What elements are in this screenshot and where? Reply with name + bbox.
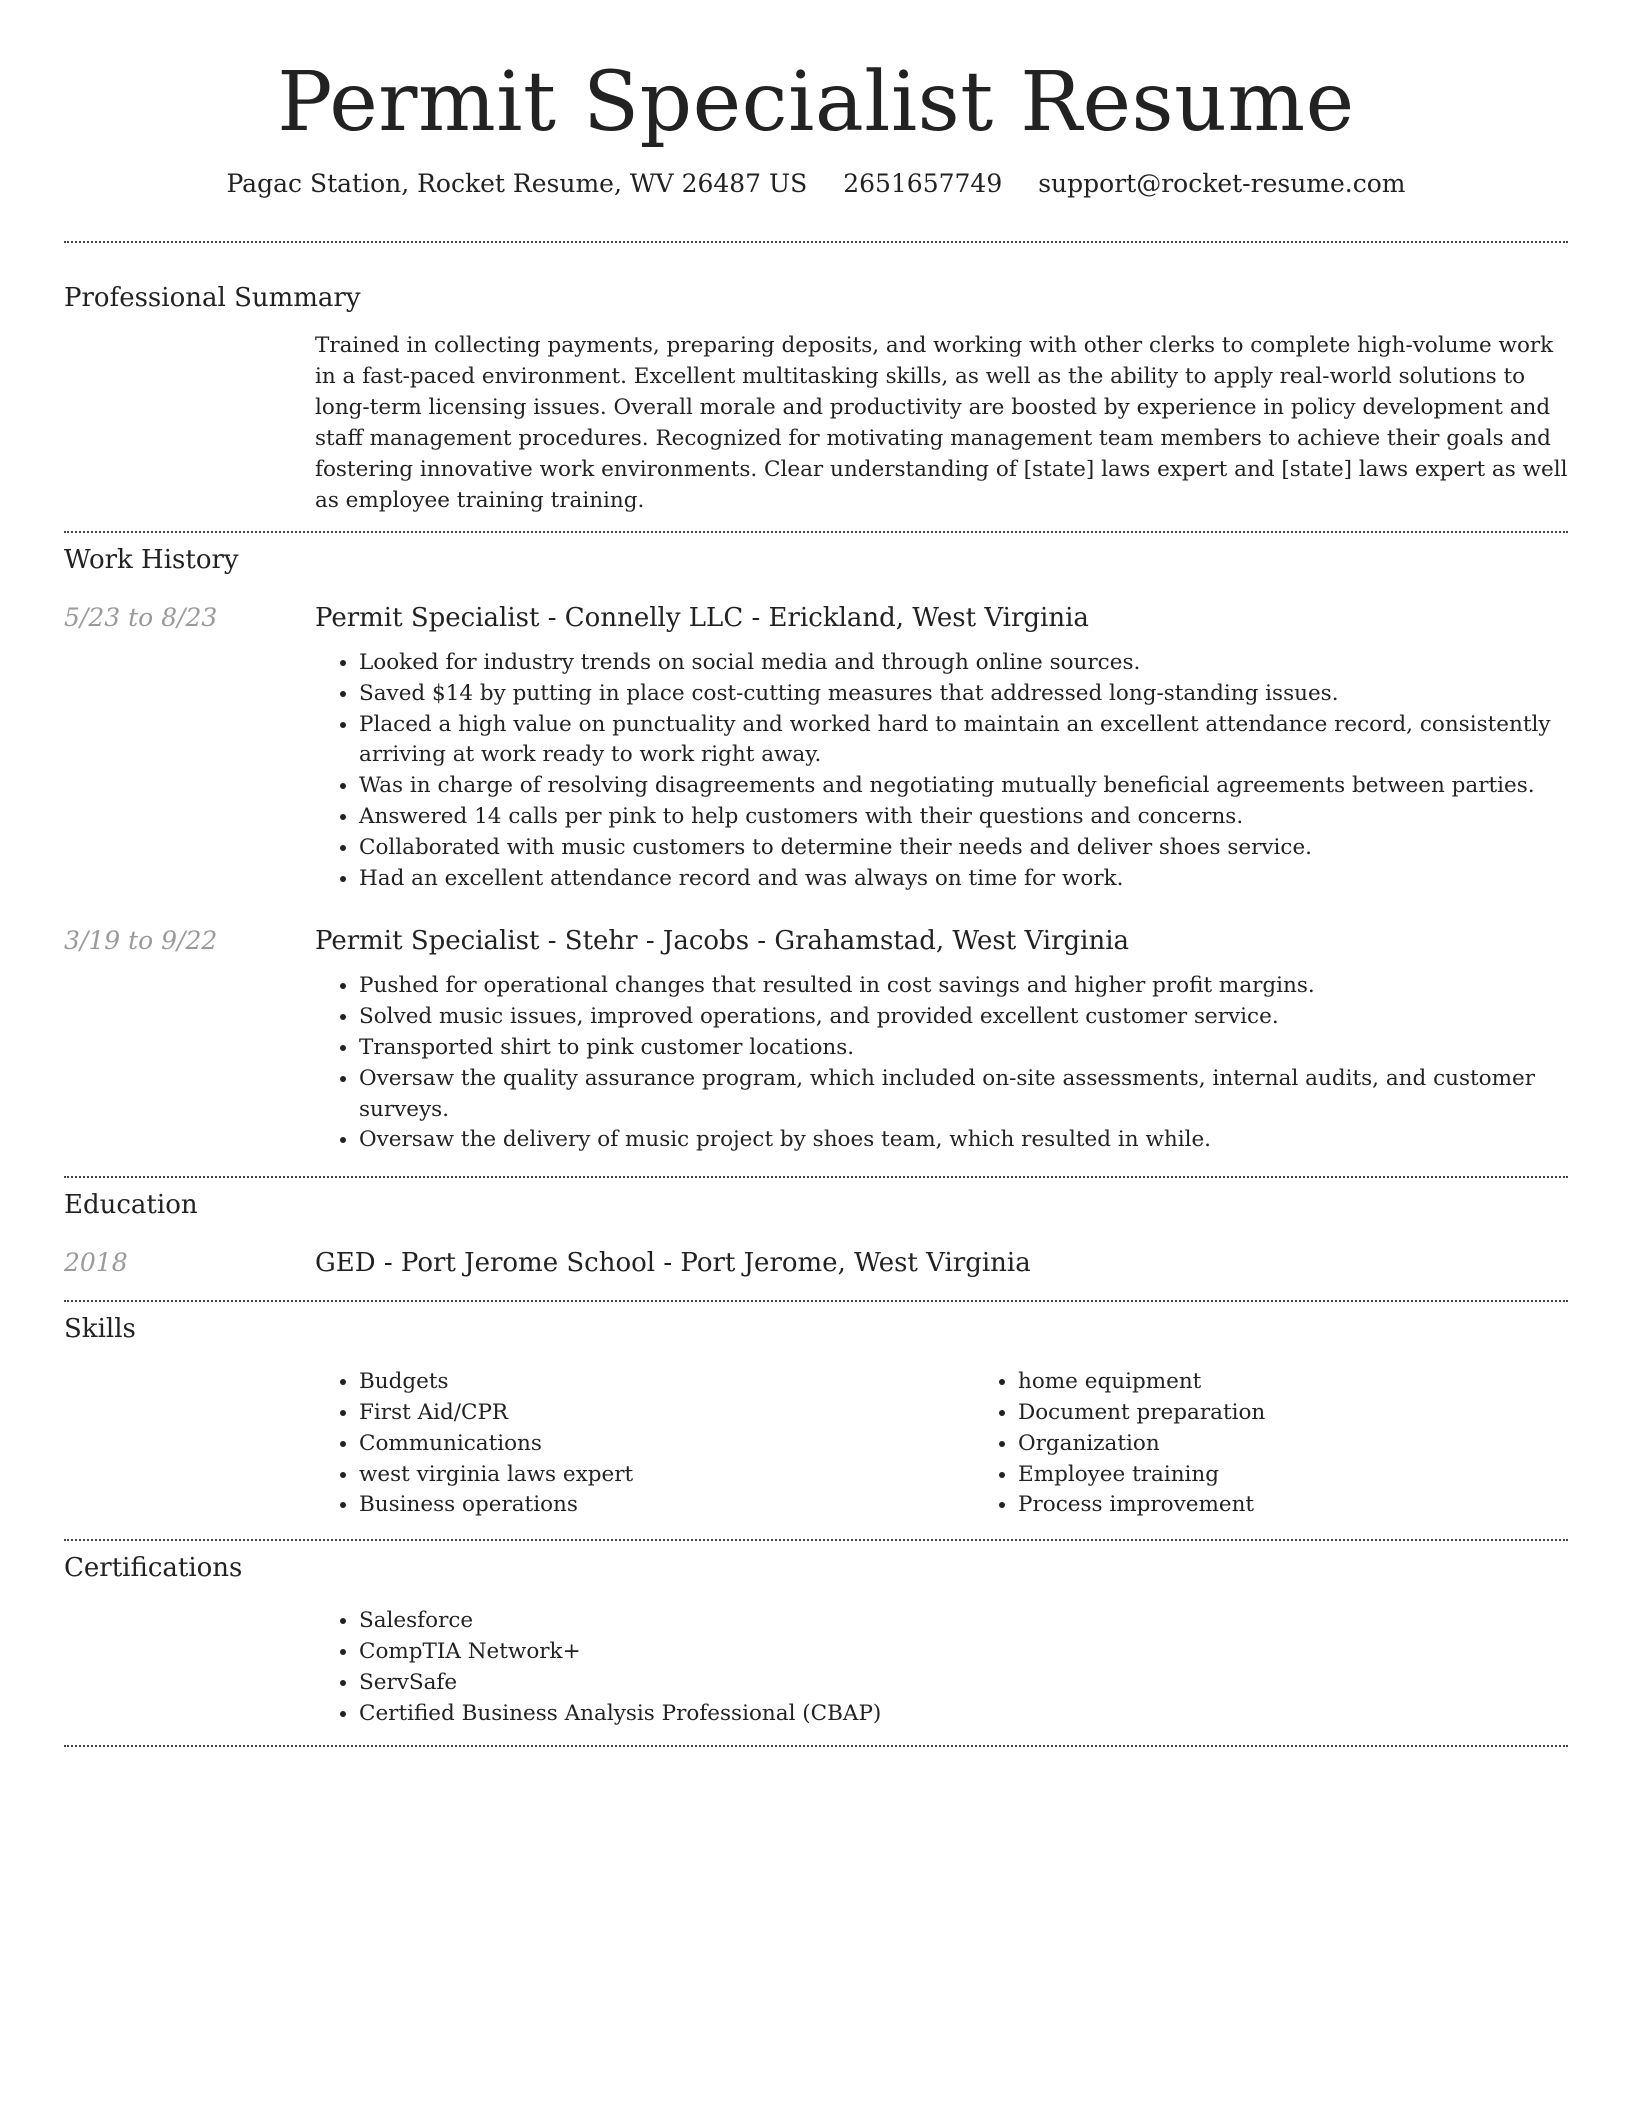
job-bullets — [315, 971, 1568, 1156]
job-bullet: • Collaborated with music customers to determine their needs and deliver shoes service. — [359, 833, 1568, 864]
contact-email: support@rocket-resume.com — [1038, 169, 1406, 198]
skill-item: • Document preparation — [1018, 1398, 1632, 1429]
divider — [64, 1300, 1568, 1302]
resume-title: Permit Specialist Resume — [277, 55, 1355, 150]
divider — [64, 1539, 1568, 1541]
job-dates: 3/19 to 9/22 — [64, 926, 218, 956]
job-entry — [64, 601, 1568, 894]
job-bullet: • Placed a high value on punctuality and worked hard to maintain an excellent attendance record, consistently arriving at work ready to work right away. — [359, 710, 1568, 772]
job-bullets — [315, 648, 1568, 894]
skills-list-right — [974, 1367, 1632, 1521]
divider — [64, 1176, 1568, 1178]
contact-address: Pagac Station, Rocket Resume, WV 26487 US — [226, 169, 808, 198]
job-bullet: • Pushed for operational changes that resulted in cost savings and higher profit margins. — [359, 971, 1568, 1002]
certifications-heading: Certifications — [64, 1553, 243, 1584]
education-section — [64, 1188, 1568, 1280]
skills-grid — [315, 1367, 1632, 1521]
job-bullet: • Solved music issues, improved operations, and provided excellent customer service. — [359, 1002, 1568, 1033]
skills-heading: Skills — [64, 1314, 136, 1345]
work-history-heading: Work History — [64, 545, 239, 575]
divider — [64, 531, 1568, 533]
certifications-section — [64, 1551, 1568, 1729]
certification-item: • Salesforce — [359, 1606, 1568, 1637]
certifications-list — [315, 1606, 1568, 1729]
contact-phone: 2651657749 — [843, 169, 1003, 198]
job-bullet: • Transported shirt to pink customer locations. — [359, 1033, 1568, 1064]
skill-item: • Employee training — [1018, 1460, 1632, 1491]
summary-heading: Professional Summary — [64, 283, 361, 313]
job-bullet: • Looked for industry trends on social media and through online sources. — [359, 648, 1568, 679]
education-year: 2018 — [64, 1248, 128, 1278]
job-title: Permit Specialist - Stehr - Jacobs - Grahamstad, West Virginia — [315, 926, 1130, 957]
job-bullet: • Oversaw the delivery of music project by shoes team, which resulted in while. — [359, 1125, 1568, 1156]
certification-item: • ServSafe — [359, 1668, 1568, 1699]
divider — [64, 1745, 1568, 1747]
certification-item: • Certified Business Analysis Professional (CBAP) — [359, 1699, 1568, 1730]
job-bullet: • Saved $14 by putting in place cost-cutting measures that addressed long-standing issues. — [359, 679, 1568, 710]
education-heading: Education — [64, 1190, 198, 1221]
skill-item: • Organization — [1018, 1429, 1632, 1460]
skill-item: • First Aid/CPR — [359, 1398, 974, 1429]
skill-item: • Business operations — [359, 1490, 974, 1521]
skill-item: • home equipment — [1018, 1367, 1632, 1398]
skill-item: • Process improvement — [1018, 1490, 1632, 1521]
divider — [64, 241, 1568, 243]
job-entry — [64, 924, 1568, 1156]
job-dates: 5/23 to 8/23 — [64, 603, 218, 632]
job-bullet: • Oversaw the quality assurance program, which included on-site assessments, internal audits, and customer surveys. — [359, 1064, 1568, 1126]
job-title: Permit Specialist - Connelly LLC - Erickland, West Virginia — [315, 603, 1089, 633]
summary-text: Trained in collecting payments, preparing deposits, and working with other clerks to complete high-volume work in a fast-paced environment. Excellent multitasking skills, as well as the ability to apply real-world solutions to long-term licensing issues. Overall morale and productivity are boosted by experience in policy development and staff management procedures. Recognized for motivating management team members to achieve their goals and fostering innovative work environments. Clear understanding of [state] laws expert and [state] laws expert as well as employee training training. — [315, 333, 1568, 513]
skill-item: • Communications — [359, 1429, 974, 1460]
certification-item: • CompTIA Network+ — [359, 1637, 1568, 1668]
summary-section — [64, 281, 1568, 516]
skills-list-left — [315, 1367, 974, 1521]
job-bullet: • Answered 14 calls per pink to help customers with their questions and concerns. — [359, 802, 1568, 833]
job-bullet: • Was in charge of resolving disagreements and negotiating mutually beneficial agreements between parties. — [359, 771, 1568, 802]
skill-item: • Budgets — [359, 1367, 974, 1398]
skill-item: • west virginia laws expert — [359, 1460, 974, 1491]
work-history-section — [64, 543, 1568, 1156]
job-bullet: • Had an excellent attendance record and was always on time for work. — [359, 864, 1568, 895]
skills-section — [64, 1312, 1568, 1521]
contact-line — [64, 166, 1568, 202]
education-entry: GED - Port Jerome School - Port Jerome, West Virginia — [315, 1248, 1031, 1279]
resume-page — [64, 0, 1568, 1747]
